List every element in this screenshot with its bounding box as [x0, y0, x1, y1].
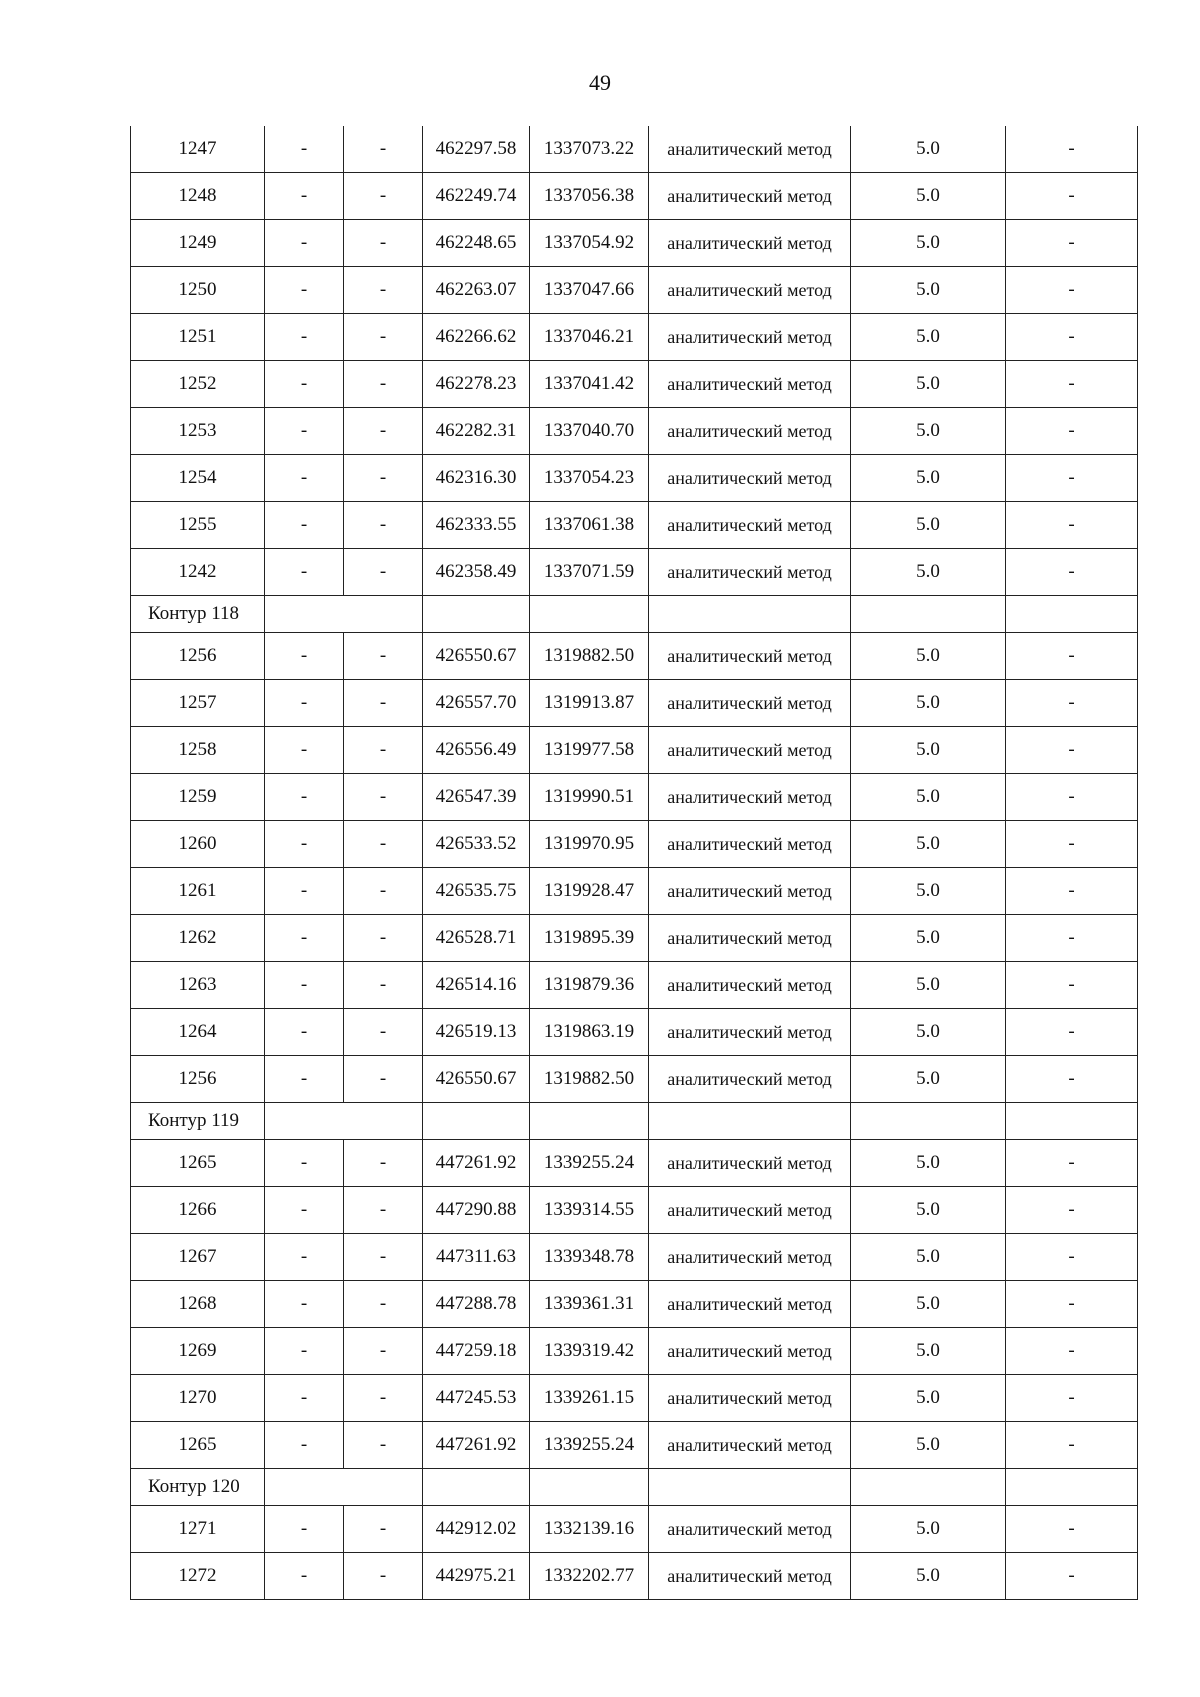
dash-cell: -	[265, 774, 344, 821]
dash-cell: -	[1006, 1056, 1138, 1103]
accuracy-cell: 5.0	[851, 962, 1006, 1009]
dash-cell: -	[344, 173, 423, 220]
table-row	[131, 1234, 1138, 1281]
empty-cell	[1006, 1469, 1138, 1506]
empty-cell	[530, 1103, 649, 1140]
accuracy-cell: 5.0	[851, 361, 1006, 408]
empty-cell	[265, 596, 423, 633]
contour-header-row	[131, 1103, 1138, 1140]
point-number-cell: 1253	[131, 408, 265, 455]
x-coordinate-cell: 426533.52	[423, 821, 530, 868]
table-row	[131, 1140, 1138, 1187]
method-cell: аналитический метод	[649, 1422, 851, 1469]
dash-cell: -	[344, 915, 423, 962]
method-cell: аналитический метод	[649, 549, 851, 596]
table-row	[131, 1009, 1138, 1056]
dash-cell: -	[265, 1009, 344, 1056]
y-coordinate-cell: 1339314.55	[530, 1187, 649, 1234]
point-number-cell: 1267	[131, 1234, 265, 1281]
empty-cell	[851, 596, 1006, 633]
point-number-cell: 1260	[131, 821, 265, 868]
accuracy-cell: 5.0	[851, 1506, 1006, 1553]
dash-cell: -	[265, 1328, 344, 1375]
dash-cell: -	[1006, 1281, 1138, 1328]
x-coordinate-cell: 462358.49	[423, 549, 530, 596]
dash-cell: -	[265, 962, 344, 1009]
x-coordinate-cell: 462282.31	[423, 408, 530, 455]
table-row	[131, 549, 1138, 596]
point-number-cell: 1242	[131, 549, 265, 596]
y-coordinate-cell: 1337073.22	[530, 126, 649, 173]
table-row	[131, 962, 1138, 1009]
accuracy-cell: 5.0	[851, 680, 1006, 727]
dash-cell: -	[265, 220, 344, 267]
table-row	[131, 502, 1138, 549]
dash-cell: -	[265, 267, 344, 314]
accuracy-cell: 5.0	[851, 126, 1006, 173]
point-number-cell: 1268	[131, 1281, 265, 1328]
dash-cell: -	[265, 1506, 344, 1553]
dash-cell: -	[344, 821, 423, 868]
y-coordinate-cell: 1332139.16	[530, 1506, 649, 1553]
accuracy-cell: 5.0	[851, 1140, 1006, 1187]
x-coordinate-cell: 447259.18	[423, 1328, 530, 1375]
dash-cell: -	[265, 455, 344, 502]
y-coordinate-cell: 1339348.78	[530, 1234, 649, 1281]
method-cell: аналитический метод	[649, 774, 851, 821]
dash-cell: -	[265, 680, 344, 727]
method-cell: аналитический метод	[649, 1056, 851, 1103]
method-cell: аналитический метод	[649, 727, 851, 774]
point-number-cell: 1252	[131, 361, 265, 408]
method-cell: аналитический метод	[649, 1328, 851, 1375]
table-row	[131, 915, 1138, 962]
dash-cell: -	[1006, 455, 1138, 502]
dash-cell: -	[344, 962, 423, 1009]
point-number-cell: 1249	[131, 220, 265, 267]
method-cell: аналитический метод	[649, 1281, 851, 1328]
point-number-cell: 1264	[131, 1009, 265, 1056]
accuracy-cell: 5.0	[851, 220, 1006, 267]
dash-cell: -	[265, 126, 344, 173]
dash-cell: -	[265, 727, 344, 774]
point-number-cell: 1258	[131, 727, 265, 774]
dash-cell: -	[1006, 1009, 1138, 1056]
empty-cell	[530, 1469, 649, 1506]
empty-cell	[265, 1103, 423, 1140]
point-number-cell: 1265	[131, 1422, 265, 1469]
point-number-cell: 1256	[131, 633, 265, 680]
dash-cell: -	[265, 633, 344, 680]
x-coordinate-cell: 426550.67	[423, 633, 530, 680]
accuracy-cell: 5.0	[851, 821, 1006, 868]
dash-cell: -	[1006, 962, 1138, 1009]
empty-cell	[649, 1469, 851, 1506]
dash-cell: -	[1006, 267, 1138, 314]
method-cell: аналитический метод	[649, 1553, 851, 1600]
point-number-cell: 1248	[131, 173, 265, 220]
dash-cell: -	[1006, 1422, 1138, 1469]
accuracy-cell: 5.0	[851, 1553, 1006, 1600]
table-row	[131, 633, 1138, 680]
y-coordinate-cell: 1319895.39	[530, 915, 649, 962]
x-coordinate-cell: 447261.92	[423, 1140, 530, 1187]
y-coordinate-cell: 1332202.77	[530, 1553, 649, 1600]
dash-cell: -	[265, 1140, 344, 1187]
y-coordinate-cell: 1339255.24	[530, 1140, 649, 1187]
y-coordinate-cell: 1337041.42	[530, 361, 649, 408]
dash-cell: -	[265, 314, 344, 361]
point-number-cell: 1256	[131, 1056, 265, 1103]
method-cell: аналитический метод	[649, 126, 851, 173]
dash-cell: -	[1006, 774, 1138, 821]
dash-cell: -	[265, 1422, 344, 1469]
method-cell: аналитический метод	[649, 680, 851, 727]
dash-cell: -	[1006, 314, 1138, 361]
accuracy-cell: 5.0	[851, 915, 1006, 962]
method-cell: аналитический метод	[649, 821, 851, 868]
dash-cell: -	[344, 1553, 423, 1600]
y-coordinate-cell: 1319928.47	[530, 868, 649, 915]
dash-cell: -	[1006, 1234, 1138, 1281]
method-cell: аналитический метод	[649, 361, 851, 408]
table-body	[131, 126, 1138, 1600]
x-coordinate-cell: 442975.21	[423, 1553, 530, 1600]
table-row	[131, 727, 1138, 774]
dash-cell: -	[1006, 1506, 1138, 1553]
method-cell: аналитический метод	[649, 314, 851, 361]
dash-cell: -	[1006, 408, 1138, 455]
dash-cell: -	[344, 455, 423, 502]
dash-cell: -	[1006, 633, 1138, 680]
dash-cell: -	[1006, 821, 1138, 868]
point-number-cell: 1257	[131, 680, 265, 727]
dash-cell: -	[344, 502, 423, 549]
y-coordinate-cell: 1337071.59	[530, 549, 649, 596]
table-row	[131, 1375, 1138, 1422]
dash-cell: -	[344, 774, 423, 821]
table-row	[131, 1553, 1138, 1600]
empty-cell	[1006, 1103, 1138, 1140]
method-cell: аналитический метод	[649, 1140, 851, 1187]
y-coordinate-cell: 1337040.70	[530, 408, 649, 455]
accuracy-cell: 5.0	[851, 173, 1006, 220]
dash-cell: -	[265, 1375, 344, 1422]
dash-cell: -	[344, 1328, 423, 1375]
point-number-cell: 1255	[131, 502, 265, 549]
dash-cell: -	[344, 1056, 423, 1103]
dash-cell: -	[1006, 173, 1138, 220]
dash-cell: -	[344, 1140, 423, 1187]
accuracy-cell: 5.0	[851, 314, 1006, 361]
point-number-cell: 1270	[131, 1375, 265, 1422]
y-coordinate-cell: 1319977.58	[530, 727, 649, 774]
table-row	[131, 1056, 1138, 1103]
accuracy-cell: 5.0	[851, 408, 1006, 455]
x-coordinate-cell: 447311.63	[423, 1234, 530, 1281]
method-cell: аналитический метод	[649, 1009, 851, 1056]
dash-cell: -	[1006, 1328, 1138, 1375]
dash-cell: -	[344, 1187, 423, 1234]
table-row	[131, 868, 1138, 915]
dash-cell: -	[344, 868, 423, 915]
dash-cell: -	[344, 1422, 423, 1469]
dash-cell: -	[344, 220, 423, 267]
dash-cell: -	[344, 1009, 423, 1056]
dash-cell: -	[265, 1281, 344, 1328]
dash-cell: -	[344, 314, 423, 361]
dash-cell: -	[1006, 727, 1138, 774]
dash-cell: -	[265, 1056, 344, 1103]
dash-cell: -	[1006, 1140, 1138, 1187]
y-coordinate-cell: 1337047.66	[530, 267, 649, 314]
table-row	[131, 680, 1138, 727]
accuracy-cell: 5.0	[851, 502, 1006, 549]
x-coordinate-cell: 447245.53	[423, 1375, 530, 1422]
dash-cell: -	[265, 549, 344, 596]
x-coordinate-cell: 462263.07	[423, 267, 530, 314]
y-coordinate-cell: 1337056.38	[530, 173, 649, 220]
y-coordinate-cell: 1319990.51	[530, 774, 649, 821]
accuracy-cell: 5.0	[851, 774, 1006, 821]
empty-cell	[423, 596, 530, 633]
point-number-cell: 1254	[131, 455, 265, 502]
method-cell: аналитический метод	[649, 1506, 851, 1553]
x-coordinate-cell: 426519.13	[423, 1009, 530, 1056]
y-coordinate-cell: 1339261.15	[530, 1375, 649, 1422]
x-coordinate-cell: 426550.67	[423, 1056, 530, 1103]
method-cell: аналитический метод	[649, 868, 851, 915]
method-cell: аналитический метод	[649, 408, 851, 455]
accuracy-cell: 5.0	[851, 1422, 1006, 1469]
y-coordinate-cell: 1339361.31	[530, 1281, 649, 1328]
table-row	[131, 173, 1138, 220]
x-coordinate-cell: 462248.65	[423, 220, 530, 267]
y-coordinate-cell: 1339255.24	[530, 1422, 649, 1469]
page-number: 49	[589, 70, 611, 95]
x-coordinate-cell: 442912.02	[423, 1506, 530, 1553]
y-coordinate-cell: 1339319.42	[530, 1328, 649, 1375]
y-coordinate-cell: 1319970.95	[530, 821, 649, 868]
dash-cell: -	[265, 1234, 344, 1281]
accuracy-cell: 5.0	[851, 1187, 1006, 1234]
point-number-cell: 1261	[131, 868, 265, 915]
coordinates-table	[130, 126, 1138, 1600]
x-coordinate-cell: 462278.23	[423, 361, 530, 408]
dash-cell: -	[344, 1506, 423, 1553]
method-cell: аналитический метод	[649, 173, 851, 220]
y-coordinate-cell: 1337054.92	[530, 220, 649, 267]
accuracy-cell: 5.0	[851, 727, 1006, 774]
point-number-cell: 1265	[131, 1140, 265, 1187]
dash-cell: -	[344, 549, 423, 596]
point-number-cell: 1259	[131, 774, 265, 821]
dash-cell: -	[265, 173, 344, 220]
dash-cell: -	[344, 408, 423, 455]
empty-cell	[423, 1469, 530, 1506]
y-coordinate-cell: 1337061.38	[530, 502, 649, 549]
x-coordinate-cell: 426514.16	[423, 962, 530, 1009]
dash-cell: -	[265, 408, 344, 455]
y-coordinate-cell: 1337046.21	[530, 314, 649, 361]
dash-cell: -	[344, 680, 423, 727]
empty-cell	[649, 596, 851, 633]
x-coordinate-cell: 426547.39	[423, 774, 530, 821]
point-number-cell: 1272	[131, 1553, 265, 1600]
y-coordinate-cell: 1319882.50	[530, 633, 649, 680]
empty-cell	[265, 1469, 423, 1506]
dash-cell: -	[344, 126, 423, 173]
accuracy-cell: 5.0	[851, 1328, 1006, 1375]
method-cell: аналитический метод	[649, 1375, 851, 1422]
dash-cell: -	[265, 502, 344, 549]
dash-cell: -	[1006, 361, 1138, 408]
empty-cell	[649, 1103, 851, 1140]
dash-cell: -	[265, 361, 344, 408]
method-cell: аналитический метод	[649, 267, 851, 314]
dash-cell: -	[344, 727, 423, 774]
contour-label: Контур 118	[131, 596, 265, 633]
table-row	[131, 455, 1138, 502]
table-row	[131, 314, 1138, 361]
x-coordinate-cell: 426528.71	[423, 915, 530, 962]
method-cell: аналитический метод	[649, 220, 851, 267]
table-row	[131, 220, 1138, 267]
accuracy-cell: 5.0	[851, 1009, 1006, 1056]
point-number-cell: 1271	[131, 1506, 265, 1553]
method-cell: аналитический метод	[649, 1187, 851, 1234]
dash-cell: -	[1006, 680, 1138, 727]
y-coordinate-cell: 1319879.36	[530, 962, 649, 1009]
table-row	[131, 1506, 1138, 1553]
y-coordinate-cell: 1319863.19	[530, 1009, 649, 1056]
dash-cell: -	[344, 1281, 423, 1328]
dash-cell: -	[1006, 1187, 1138, 1234]
accuracy-cell: 5.0	[851, 455, 1006, 502]
dash-cell: -	[1006, 126, 1138, 173]
dash-cell: -	[1006, 915, 1138, 962]
contour-header-row	[131, 1469, 1138, 1506]
x-coordinate-cell: 426557.70	[423, 680, 530, 727]
dash-cell: -	[1006, 220, 1138, 267]
dash-cell: -	[1006, 868, 1138, 915]
method-cell: аналитический метод	[649, 1234, 851, 1281]
x-coordinate-cell: 447290.88	[423, 1187, 530, 1234]
method-cell: аналитический метод	[649, 455, 851, 502]
contour-header-row	[131, 596, 1138, 633]
dash-cell: -	[1006, 549, 1138, 596]
x-coordinate-cell: 462249.74	[423, 173, 530, 220]
method-cell: аналитический метод	[649, 915, 851, 962]
dash-cell: -	[344, 633, 423, 680]
table-row	[131, 1422, 1138, 1469]
accuracy-cell: 5.0	[851, 549, 1006, 596]
empty-cell	[851, 1103, 1006, 1140]
table-row	[131, 1328, 1138, 1375]
accuracy-cell: 5.0	[851, 267, 1006, 314]
point-number-cell: 1262	[131, 915, 265, 962]
table-row	[131, 408, 1138, 455]
accuracy-cell: 5.0	[851, 1375, 1006, 1422]
point-number-cell: 1251	[131, 314, 265, 361]
x-coordinate-cell: 462266.62	[423, 314, 530, 361]
point-number-cell: 1247	[131, 126, 265, 173]
dash-cell: -	[265, 821, 344, 868]
point-number-cell: 1263	[131, 962, 265, 1009]
table-row	[131, 126, 1138, 173]
dash-cell: -	[265, 1553, 344, 1600]
point-number-cell: 1269	[131, 1328, 265, 1375]
y-coordinate-cell: 1319882.50	[530, 1056, 649, 1103]
table-row	[131, 821, 1138, 868]
point-number-cell: 1250	[131, 267, 265, 314]
table-row	[131, 774, 1138, 821]
dash-cell: -	[344, 267, 423, 314]
x-coordinate-cell: 447288.78	[423, 1281, 530, 1328]
dash-cell: -	[1006, 1553, 1138, 1600]
contour-label: Контур 119	[131, 1103, 265, 1140]
dash-cell: -	[1006, 502, 1138, 549]
dash-cell: -	[344, 1375, 423, 1422]
accuracy-cell: 5.0	[851, 868, 1006, 915]
dash-cell: -	[344, 1234, 423, 1281]
empty-cell	[423, 1103, 530, 1140]
y-coordinate-cell: 1337054.23	[530, 455, 649, 502]
x-coordinate-cell: 462333.55	[423, 502, 530, 549]
x-coordinate-cell: 426556.49	[423, 727, 530, 774]
point-number-cell: 1266	[131, 1187, 265, 1234]
x-coordinate-cell: 462297.58	[423, 126, 530, 173]
dash-cell: -	[1006, 1375, 1138, 1422]
empty-cell	[530, 596, 649, 633]
method-cell: аналитический метод	[649, 633, 851, 680]
x-coordinate-cell: 447261.92	[423, 1422, 530, 1469]
y-coordinate-cell: 1319913.87	[530, 680, 649, 727]
dash-cell: -	[265, 915, 344, 962]
empty-cell	[851, 1469, 1006, 1506]
empty-cell	[1006, 596, 1138, 633]
contour-label: Контур 120	[131, 1469, 265, 1506]
dash-cell: -	[265, 1187, 344, 1234]
method-cell: аналитический метод	[649, 502, 851, 549]
x-coordinate-cell: 462316.30	[423, 455, 530, 502]
dash-cell: -	[344, 361, 423, 408]
accuracy-cell: 5.0	[851, 1056, 1006, 1103]
accuracy-cell: 5.0	[851, 1281, 1006, 1328]
accuracy-cell: 5.0	[851, 633, 1006, 680]
method-cell: аналитический метод	[649, 962, 851, 1009]
table-row	[131, 1281, 1138, 1328]
table-row	[131, 361, 1138, 408]
x-coordinate-cell: 426535.75	[423, 868, 530, 915]
accuracy-cell: 5.0	[851, 1234, 1006, 1281]
table-row	[131, 267, 1138, 314]
dash-cell: -	[265, 868, 344, 915]
table-row	[131, 1187, 1138, 1234]
